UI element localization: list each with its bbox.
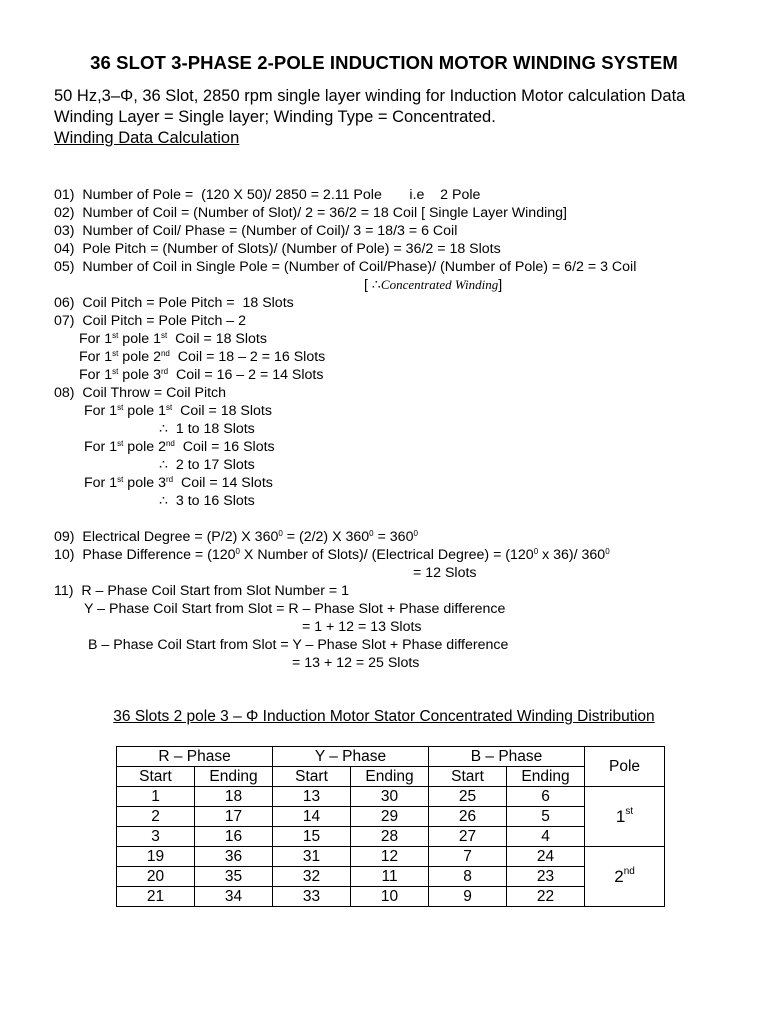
table-cell: 23 [507, 867, 585, 887]
table-caption: 36 Slots 2 pole 3 – Φ Induction Motor Stator Concentrated Winding Distribution [113, 708, 655, 725]
subheader-cell: Ending [195, 767, 273, 787]
table-cell: 22 [507, 887, 585, 907]
table-cell: 18 [195, 787, 273, 807]
text: Coil = 18 – 2 = 16 Slots [169, 349, 326, 365]
table-cell: 1 [117, 787, 195, 807]
table-cell: 25 [429, 787, 507, 807]
table-cell: 8 [429, 867, 507, 887]
step-07-pole2 [54, 348, 734, 366]
text: X Number of Slots)/ (Electrical Degree) = (120 [239, 547, 534, 563]
degree-sup: 0 [413, 529, 418, 538]
sup: st [117, 439, 124, 448]
table-cell: 36 [195, 847, 273, 867]
step-10-result: = 12 Slots [413, 565, 477, 581]
text: pole 3 [123, 475, 166, 491]
table-subheader-row [117, 767, 665, 787]
table-row [117, 847, 665, 867]
step-04: 04) Pole Pitch = (Number of Slots)/ (Number of Pole) = 36/2 = 18 Slots [54, 241, 501, 257]
text: 09) Electrical Degree = (P/2) X 360 [54, 529, 279, 545]
sup: st [160, 331, 168, 340]
pole-suffix: st [625, 805, 634, 817]
step-07-pole3 [54, 366, 734, 384]
table-cell: 15 [273, 827, 351, 847]
table-cell: 14 [273, 807, 351, 827]
note-text: Concentrated Winding [380, 277, 499, 292]
pole-number: 2 [614, 866, 624, 886]
text: For 1 [79, 349, 113, 365]
text: pole 1 [123, 403, 166, 419]
table-header-row [117, 747, 665, 767]
text: = (2/2) X 360 [282, 529, 370, 545]
step-03: 03) Number of Coil/ Phase = (Number of Coil)/ 3 = 18/3 = 6 Coil [54, 223, 458, 239]
step-08-throw1: ∴ 1 to 18 Slots [159, 421, 255, 437]
pole-suffix: nd [623, 865, 635, 877]
header-r-phase: R – Phase [117, 747, 273, 767]
calculation-steps [54, 186, 734, 672]
text: x 36)/ 360 [538, 547, 606, 563]
text: For 1 [84, 439, 118, 455]
degree-sup: 0 [278, 529, 283, 538]
step-11-b-result: = 13 + 12 = 25 Slots [292, 655, 420, 671]
table-cell: 12 [351, 847, 429, 867]
table-cell: 17 [195, 807, 273, 827]
table-cell: 29 [351, 807, 429, 827]
table-cell: 9 [429, 887, 507, 907]
text: pole 2 [118, 349, 161, 365]
table-cell: 30 [351, 787, 429, 807]
step-08-pole1 [54, 402, 734, 420]
subheader-cell: Start [117, 767, 195, 787]
text: For 1 [79, 367, 113, 383]
table-cell: 5 [507, 807, 585, 827]
sup: st [117, 403, 124, 412]
calculation-heading: Winding Data Calculation [54, 129, 240, 147]
table-cell: 6 [507, 787, 585, 807]
intro-winding-line: Winding Layer = Single layer; Winding Type = Concentrated. [54, 108, 496, 126]
text: = 360 [373, 529, 414, 545]
table-cell: 27 [429, 827, 507, 847]
sup: st [117, 475, 124, 484]
text: For 1 [84, 475, 118, 491]
step-08-pole3 [54, 474, 734, 492]
table-cell: 35 [195, 867, 273, 887]
intro-block [54, 86, 716, 149]
degree-sup: 0 [369, 529, 374, 538]
step-05-note [54, 276, 734, 294]
sup: st [112, 331, 119, 340]
text: Coil = 18 Slots [172, 403, 272, 419]
subheader-cell: Ending [507, 767, 585, 787]
table-cell: 11 [351, 867, 429, 887]
table-cell: 32 [273, 867, 351, 887]
step-11-b: B – Phase Coil Start from Slot = Y – Phase Slot + Phase difference [88, 637, 509, 653]
header-pole: Pole [585, 747, 665, 787]
header-y-phase: Y – Phase [273, 747, 429, 767]
table-cell: 24 [507, 847, 585, 867]
text: Coil = 16 – 2 = 14 Slots [168, 367, 324, 383]
table-row [117, 787, 665, 807]
sup: st [165, 403, 173, 412]
table-cell: 19 [117, 847, 195, 867]
table-cell: 7 [429, 847, 507, 867]
sup: rd [165, 475, 174, 484]
sup: nd [160, 349, 170, 358]
table-cell: 2 [117, 807, 195, 827]
text: Coil = 18 Slots [167, 331, 267, 347]
text: Coil = 14 Slots [173, 475, 273, 491]
table-cell: 21 [117, 887, 195, 907]
step-11-y: Y – Phase Coil Start from Slot = R – Phase Slot + Phase difference [84, 601, 506, 617]
table-cell: 13 [273, 787, 351, 807]
degree-sup: 0 [605, 547, 610, 556]
sup: st [112, 367, 119, 376]
table-cell: 28 [351, 827, 429, 847]
step-09 [54, 528, 734, 546]
page-title: 36 SLOT 3-PHASE 2-POLE INDUCTION MOTOR WINDING SYSTEM [90, 52, 678, 73]
pole-number: 1 [615, 806, 626, 826]
winding-distribution-table [116, 746, 665, 907]
step-01: 01) Number of Pole = (120 X 50)/ 2850 = 2.11 Pole i.e 2 Pole [54, 187, 481, 203]
step-08-pole2 [54, 438, 734, 456]
sup: nd [165, 439, 175, 448]
table-cell: 33 [273, 887, 351, 907]
table-row [117, 827, 665, 847]
table-row [117, 867, 665, 887]
step-08-throw3: ∴ 3 to 16 Slots [159, 493, 255, 509]
table-cell: 20 [117, 867, 195, 887]
step-07: 07) Coil Pitch = Pole Pitch – 2 [54, 313, 247, 329]
intro-spec-line: 50 Hz,3–Φ, 36 Slot, 2850 rpm single layer winding for Induction Motor calculation Data [54, 87, 686, 105]
step-06: 06) Coil Pitch = Pole Pitch = 18 Slots [54, 295, 294, 311]
sup: st [112, 349, 119, 358]
subheader-cell: Ending [351, 767, 429, 787]
step-08: 08) Coil Throw = Coil Pitch [54, 385, 227, 401]
step-10 [54, 546, 734, 564]
text: For 1 [79, 331, 113, 347]
step-11: 11) R – Phase Coil Start from Slot Number = 1 [54, 583, 350, 599]
table-row [117, 887, 665, 907]
degree-sup: 0 [235, 547, 240, 556]
table-cell: 16 [195, 827, 273, 847]
step-02: 02) Number of Coil = (Number of Slot)/ 2 = 36/2 = 18 Coil [ Single Layer Winding] [54, 205, 567, 221]
step-07-pole1 [54, 330, 734, 348]
subheader-cell: Start [429, 767, 507, 787]
step-05: 05) Number of Coil in Single Pole = (Number of Coil/Phase)/ (Number of Pole) = 6/2 = 3 Coil [54, 259, 637, 275]
text: For 1 [84, 403, 118, 419]
text: pole 3 [118, 367, 161, 383]
header-b-phase: B – Phase [429, 747, 585, 767]
table-cell: 31 [273, 847, 351, 867]
table-cell: 10 [351, 887, 429, 907]
text: pole 1 [118, 331, 161, 347]
table-row [117, 807, 665, 827]
spacer [54, 510, 734, 528]
degree-sup: 0 [533, 547, 539, 556]
text: 10) Phase Difference = (120 [54, 547, 236, 563]
text: pole 2 [123, 439, 166, 455]
table-cell: 34 [195, 887, 273, 907]
step-08-throw2: ∴ 2 to 17 Slots [159, 457, 255, 473]
text: Coil = 16 Slots [174, 439, 275, 455]
table-cell: 26 [429, 807, 507, 827]
pole-cell-1 [585, 787, 665, 847]
sup: rd [160, 367, 169, 376]
step-11-y-result: = 1 + 12 = 13 Slots [302, 619, 422, 635]
table-cell: 4 [507, 827, 585, 847]
note-open: [ ∴ [364, 277, 381, 293]
note-close: ] [498, 277, 503, 293]
table-cell: 3 [117, 827, 195, 847]
pole-cell-2 [585, 847, 665, 907]
subheader-cell: Start [273, 767, 351, 787]
